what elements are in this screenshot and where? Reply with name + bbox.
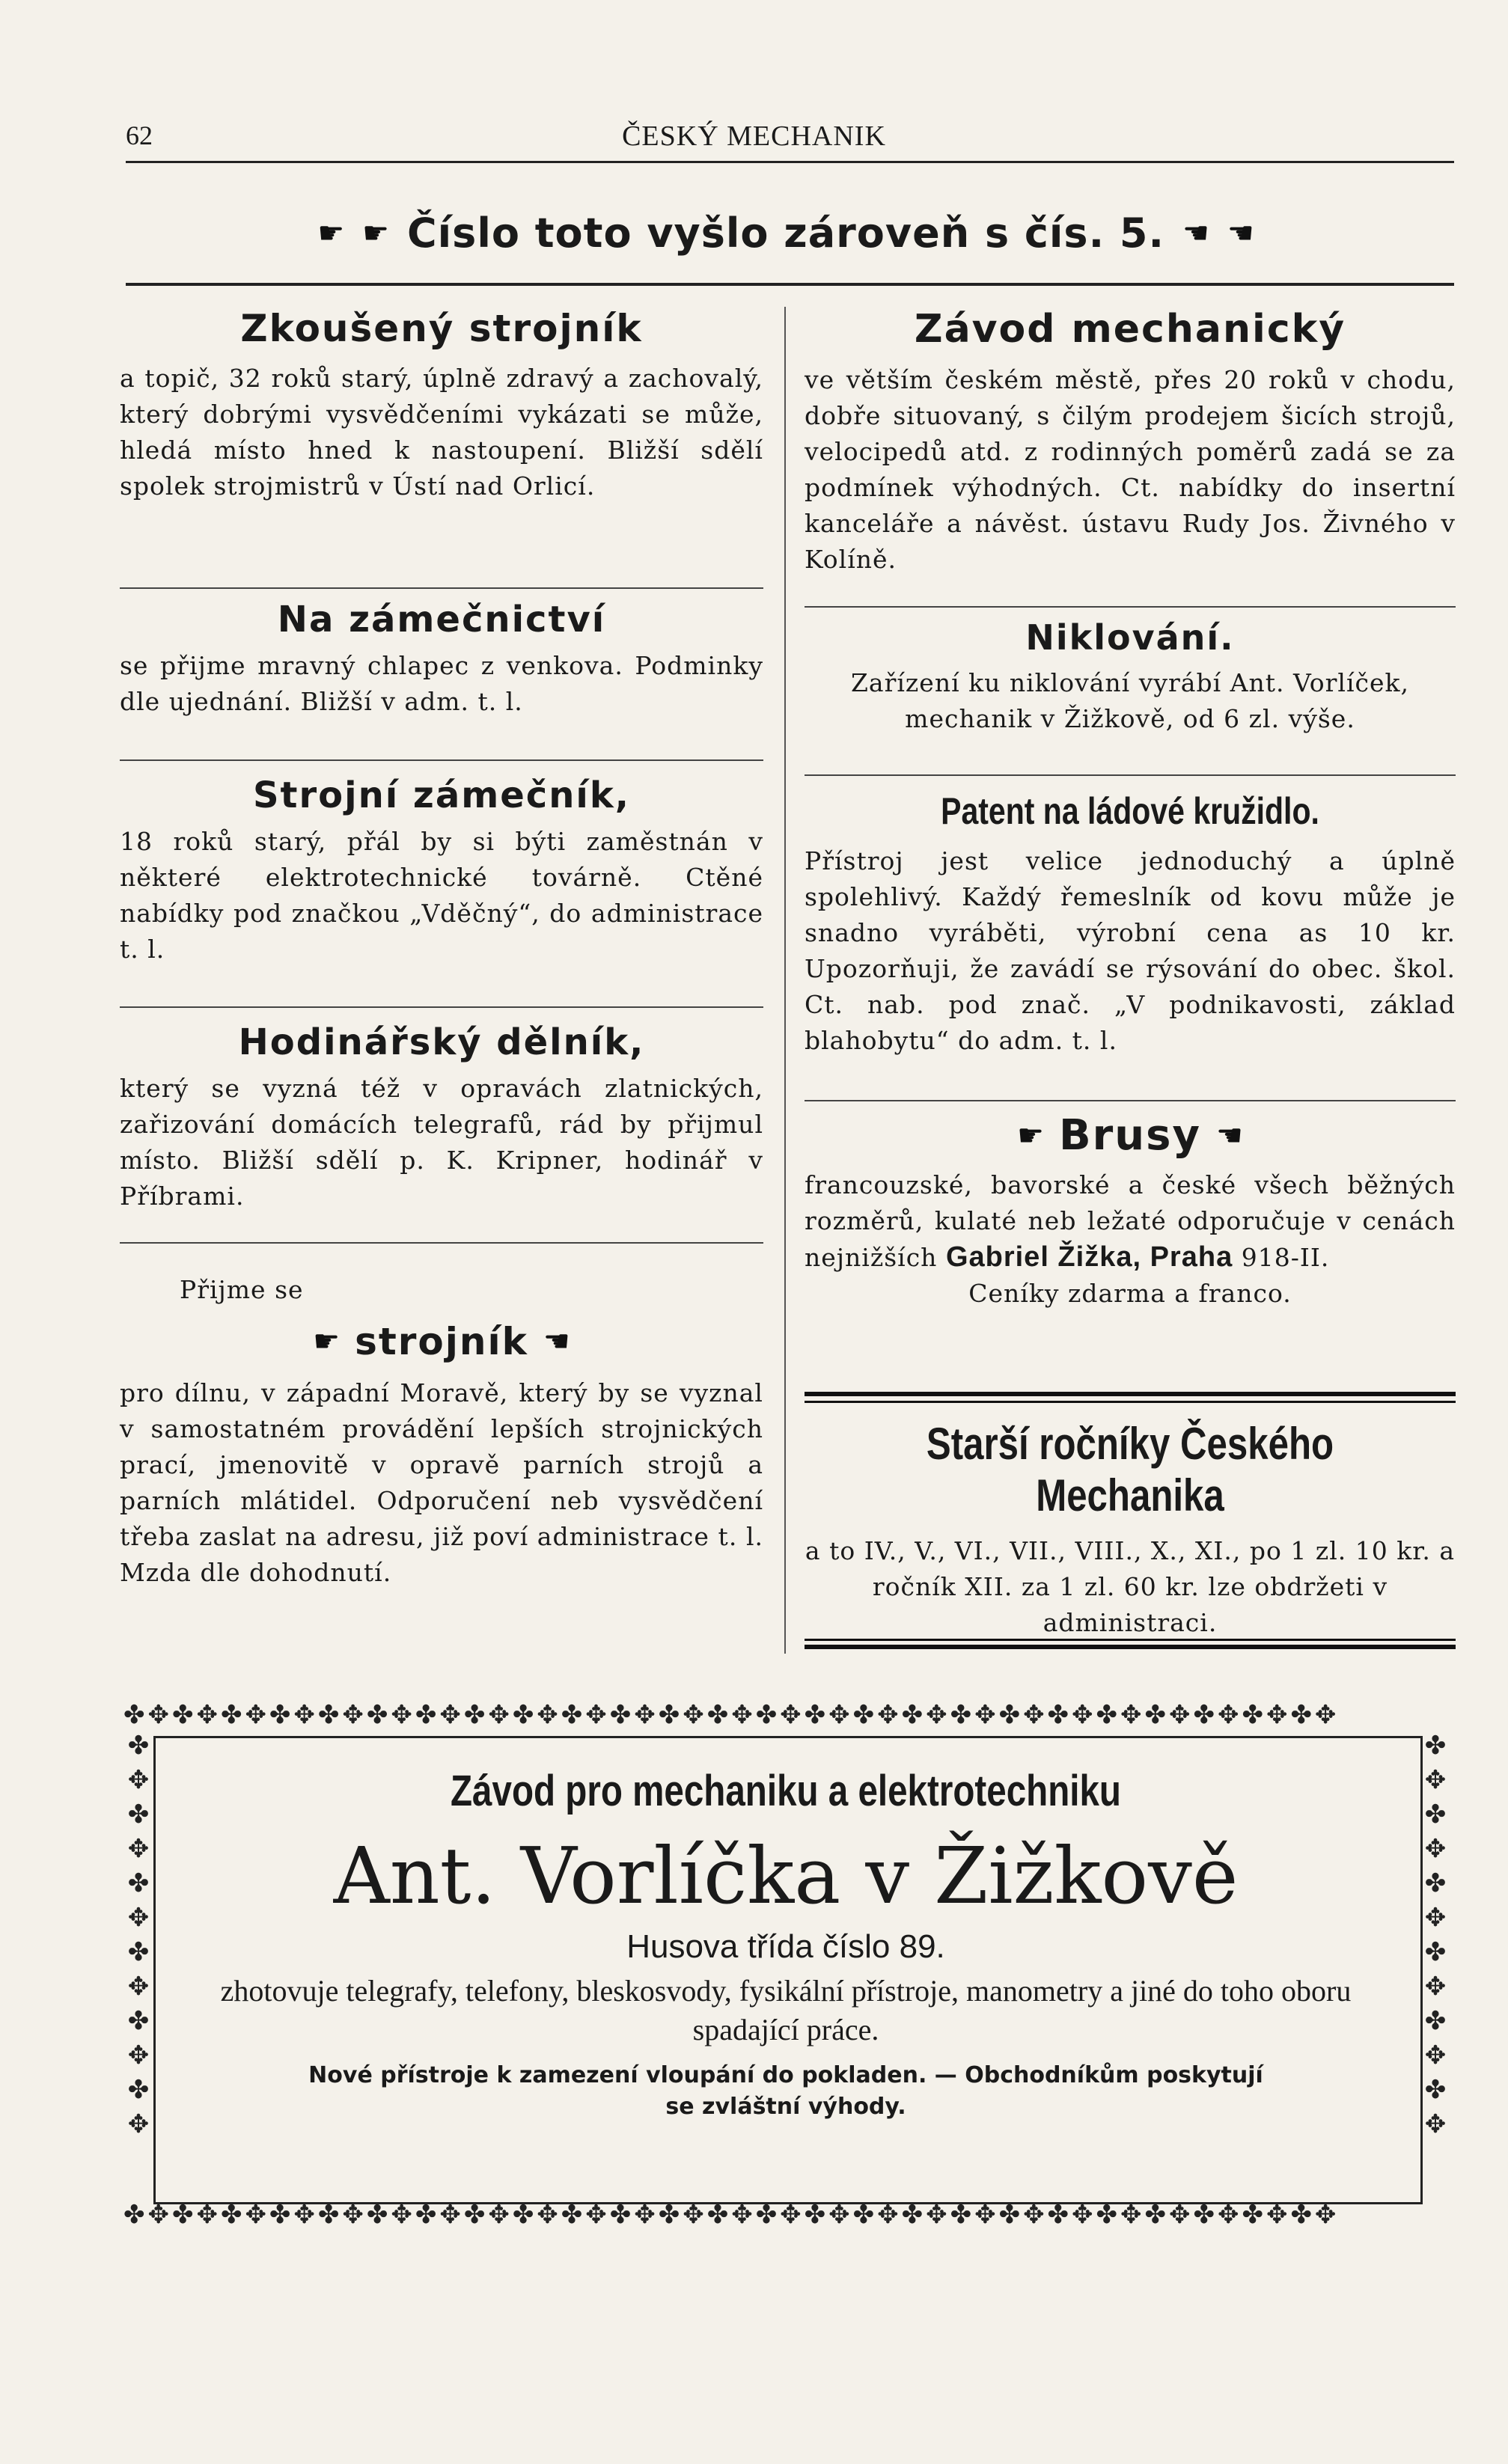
hand-right-icon: ☛ <box>313 1324 341 1359</box>
ad-title: Starší ročníky Českého Mechanika <box>926 1419 1334 1520</box>
ad-body: pro dílnu, v západní Moravě, který by se vyznal v samostatném provádění lepších strojnických prací, jmenovitě v opravě parních strojů a parních mlátidel. Odporučení neb vysvědčení třeba zaslat na adresu, již poví administrace t. l. Mzda dle dohodnutí. <box>120 1378 763 1587</box>
ad-divider <box>120 1006 763 1008</box>
ad-body: a topič, 32 roků starý, úplně zdravý a zachovalý, který dobrými vysvědčeními vykázati se může, hledá místo hned k nastoupení. Bližší sdělí spolek strojmistrů v Ústí nad Orlicí. <box>120 364 763 501</box>
right-column <box>805 789 1456 1059</box>
heavy-rule <box>805 1392 1456 1396</box>
ad-title: Hodinářský dělník, <box>238 1021 645 1063</box>
framed-line-4: zhotovuje telegrafy, telefony, bleskosvody, fysikální přístroje, manometry a jiné do toho oboru spadající práce. <box>220 1974 1352 2046</box>
hand-right-icon: ☛ <box>317 215 345 251</box>
ad-title: Strojní zámečník, <box>252 774 631 816</box>
heavy-rule <box>805 1639 1456 1641</box>
ad-title-row <box>120 1320 763 1363</box>
left-column <box>120 1021 763 1214</box>
ad-title: Závod mechanický <box>914 307 1346 352</box>
ad-intro: Přijme se <box>180 1275 304 1304</box>
ad-title: Niklování. <box>1025 617 1235 658</box>
ad-body: který se vyzná též v opravách zlatnických, zařizování domácích telegrafů, rád by přijmul místo. Bližší sdělí p. K. Kripner, hodinář v Příbrami. <box>120 1074 763 1211</box>
ornament-border-bottom: ✤✥✤✥✤✥✤✥✤✥✤✥✤✥✤✥✤✥✤✥✤✥✤✥✤✥✤✥✤✥✤✥✤✥✤✥✤✥✤✥✤✥✤✥✤✥✤✥✤✥ <box>123 2200 1340 2230</box>
column-divider <box>784 307 786 1654</box>
journal-title: ČESKÝ MECHANIK <box>622 120 886 152</box>
right-column <box>805 617 1456 737</box>
right-column <box>805 307 1456 578</box>
ad-title: strojník <box>355 1320 528 1363</box>
ad-body: ve větším českém městě, přes 20 roků v chodu, dobře situovaný, s čilým prodejem šicích strojů, velocipedů atd. z rodinných poměrů zadá se za podmínek výhodných. Ct. nabídky do insertní kanceláře a návěst. ústavu Rudy Jos. Živného v Kolíně. <box>805 365 1456 574</box>
ad-divider <box>120 759 763 761</box>
hand-right-icon: ☛ <box>362 215 390 251</box>
firm-name: Gabriel Žižka, Praha <box>945 1241 1233 1273</box>
ad-body: Přístroj jest velice jednoduchý a úplně spolehlivý. Každý řemeslník od kovu může je snadno vyráběti, výrobní cena as 10 kr. Upozorňuji, že zavádí se rýsování do obec. škol. Ct. nab. pod znač. „V podnikavosti, základ blahobytu“ do adm. t. l. <box>805 846 1456 1055</box>
ad-divider <box>805 606 1456 608</box>
left-column <box>120 307 763 504</box>
left-column <box>120 599 763 720</box>
ad-title: Na zámečnictví <box>277 599 606 641</box>
right-column <box>805 1418 1456 1641</box>
hand-right-icon: ☛ <box>1017 1118 1044 1153</box>
notice-line <box>225 210 1347 257</box>
hand-left-icon: ☚ <box>1227 215 1254 251</box>
hand-left-icon: ☚ <box>1182 215 1209 251</box>
ad-divider <box>120 587 763 589</box>
notice-rule <box>126 283 1454 286</box>
heavy-rule <box>805 1645 1456 1649</box>
ornament-border-top: ✤✥✤✥✤✥✤✥✤✥✤✥✤✥✤✥✤✥✤✥✤✥✤✥✤✥✤✥✤✥✤✥✤✥✤✥✤✥✤✥✤✥✤✥✤✥✤✥✤✥ <box>123 1700 1340 1730</box>
ad-body: se přijme mravný chlapec z venkova. Podminky dle ujednání. Bližší v adm. t. l. <box>120 651 763 716</box>
right-column <box>805 1111 1456 1312</box>
header-rule <box>126 161 1454 163</box>
hand-left-icon: ☚ <box>543 1324 570 1359</box>
ad-divider <box>805 1100 1456 1101</box>
ornament-border-right: ✤✥✤✥✤✥✤✥✤✥✤✥ <box>1424 1731 1447 2139</box>
ad-body-text: francouzské, bavorské a české všech běžných rozměrů, kulaté neb ležaté odporučuje v cenách nejnižších <box>805 1170 1456 1272</box>
ad-body: a to IV., V., VI., VII., VIII., X., XI., po 1 zl. 10 kr. a ročník XII. za 1 zl. 60 kr. lze obdržeti v administraci. <box>805 1536 1456 1637</box>
ad-divider <box>120 1242 763 1244</box>
ad-body: 18 roků starý, přál by si býti zaměstnán v některé elektrotechnické továrně. Ctěné nabídky pod značkou „Vděčný“, do administrace t. l. <box>120 827 763 964</box>
ad-divider <box>805 774 1456 776</box>
ad-body: Zařízení ku niklování vyrábí Ant. Vorlíček, mechanik v Žižkově, od 6 zl. výše. <box>850 668 1409 733</box>
framed-line-2: Ant. Vorlíčka v Žižkově <box>333 1830 1239 1922</box>
framed-ad <box>180 1766 1392 2123</box>
ad-body <box>805 1167 1456 1276</box>
hand-left-icon: ☚ <box>1216 1118 1243 1153</box>
firm-number: 918-II. <box>1241 1243 1330 1272</box>
framed-line-3: Husova třída číslo 89. <box>626 1928 945 1965</box>
ad-title-row <box>805 1111 1456 1160</box>
ornament-border-left: ✤✥✤✥✤✥✤✥✤✥✤✥ <box>127 1731 150 2139</box>
left-column <box>120 774 763 967</box>
ad-title: Brusy <box>1058 1111 1201 1160</box>
ad-title: Zkoušený strojník <box>240 307 643 350</box>
framed-line-5: Nové přístroje k zamezení vloupání do pokladen. — Obchodníkům poskytují se zvláštní výhody. <box>308 2062 1263 2120</box>
heavy-rule <box>805 1401 1456 1403</box>
framed-line-1: Závod pro mechaniku a elektrotechniku <box>451 1767 1121 1815</box>
left-column <box>120 1272 763 1591</box>
page-number: 62 <box>126 120 153 150</box>
notice-text: Číslo toto vyšlo zároveň s čís. 5. <box>407 210 1164 257</box>
ad-note: Ceníky zdarma a franco. <box>968 1279 1292 1308</box>
ad-title: Patent na ládové kružidlo. <box>941 790 1319 832</box>
